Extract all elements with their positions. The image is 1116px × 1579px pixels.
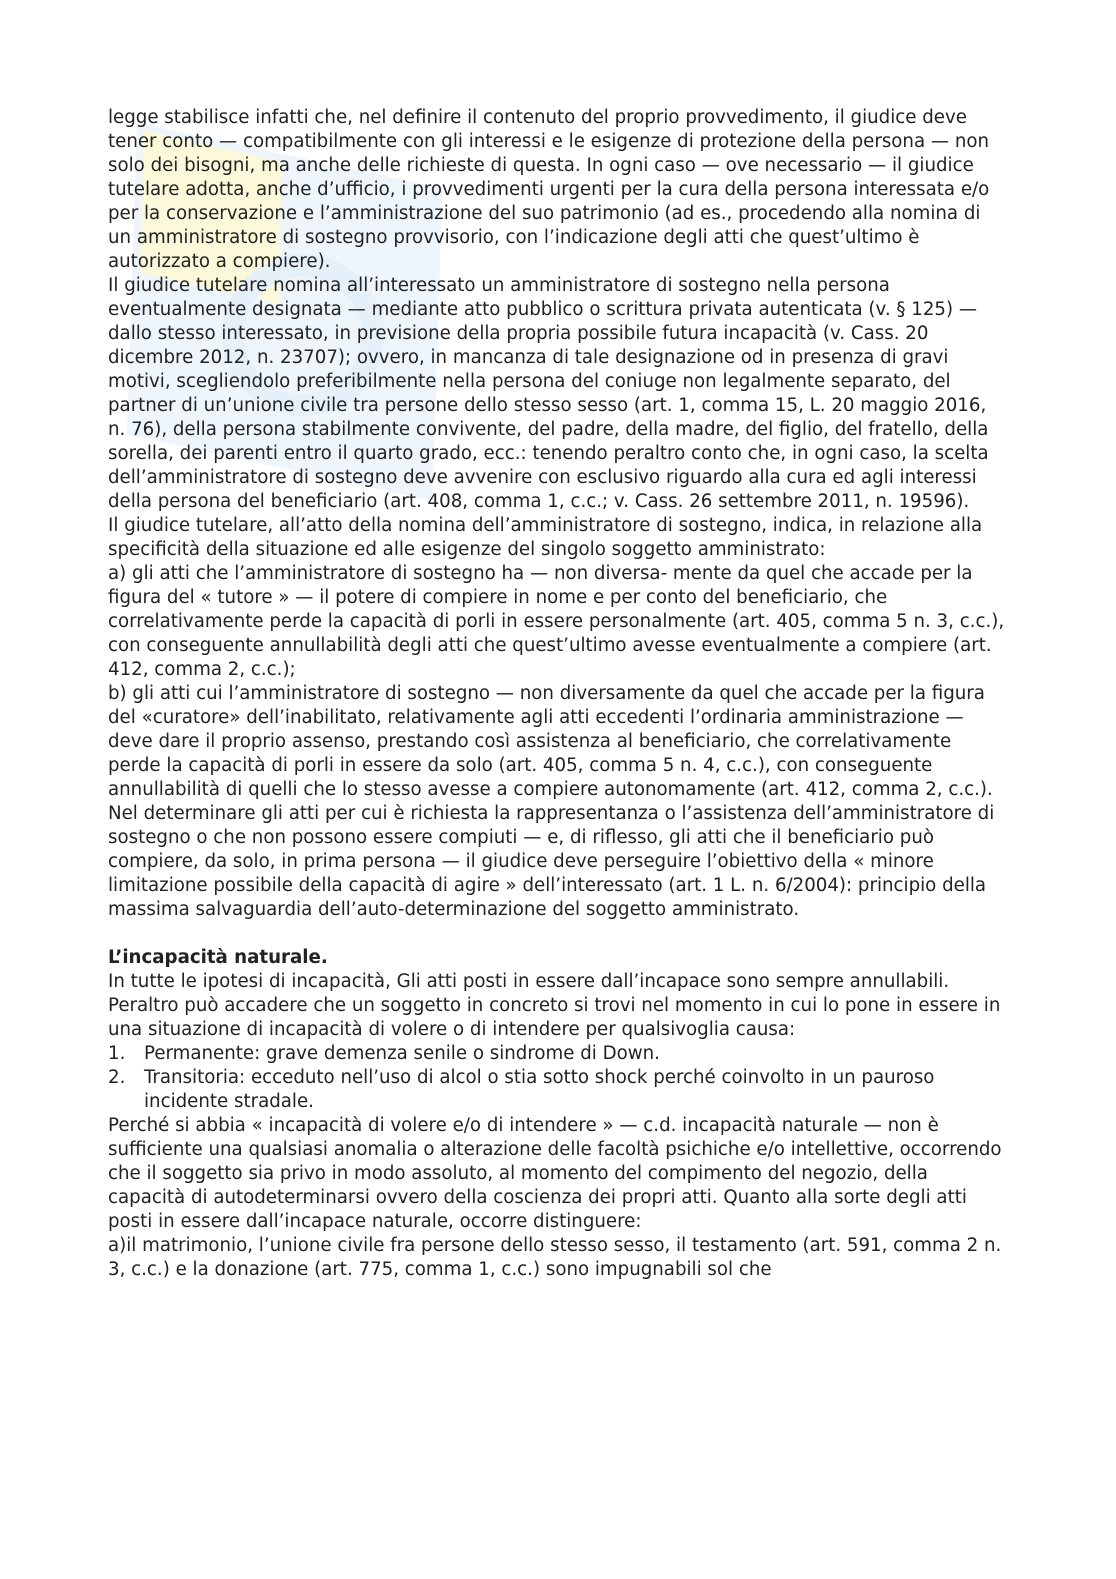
paragraph: a)il matrimonio, l’unione civile fra persone dello stesso sesso, il testamento (art. 591, comma 2 n. 3, c.c.) e la donazione (art. 775, comma 1, c.c.) sono impugnabili sol che (108, 1235, 1002, 1280)
paragraph: In tutte le ipotesi di incapacità, Gli atti posti in essere dall’incapace sono sempre annullabili. Peraltro può accadere che un soggetto in concreto si trovi nel momento in cui lo pone in essere in una situazione di incapacità di volere o di intendere per qualsivoglia causa: (108, 971, 1001, 1040)
paragraph: b) gli atti cui l’amministratore di sostegno — non diversamente da quel che accade per la figura del «curatore» dell’inabilitato, relativamente agli atti eccedenti l’ordinaria amministrazione — deve dare il proprio assenso, prestando così assistenza al beneficiario, che correlativamente perde la capacità di porli in essere da solo (art. 405, comma 5 n. 4, c.c.), con conseguente annullabilità di quelli che lo stesso avesse a compiere autonomamente (art. 412, comma 2, c.c.). (108, 683, 993, 800)
list-item-number: 1. (108, 1043, 126, 1064)
section-heading: L’incapacità naturale. (108, 947, 328, 968)
paragraph: Perché si abbia « incapacità di volere e/o di intendere » — c.d. incapacità naturale — non è sufficiente una qualsiasi anomalia o alterazione delle facoltà psichiche e/o intellettive, occorrendo che il soggetto sia privo in modo assoluto, al momento del compimento del negozio, della capacità di autodeterminarsi ovvero della coscienza dei propri atti. Quanto alla sorte degli atti posti in essere dall’incapace naturale, occorre distinguere: (108, 1115, 1002, 1232)
paragraph: Nel determinare gli atti per cui è richiesta la rappresentanza o l’assistenza dell’amministratore di sostegno o che non possono essere compiuti — e, di riflesso, gli atti che il beneficiario può compiere, da solo, in prima persona — il giudice deve perseguire l’obiettivo della « minore limitazione possibile della capacità di agire » dell’interessato (art. 1 L. n. 6/2004): principio della massima salvaguardia dell’auto-determinazione del soggetto amministrato. (108, 803, 995, 920)
list-item (108, 1042, 1008, 1066)
paragraph: a) gli atti che l’amministratore di sostegno ha — non diversa- mente da quel che accade per la figura del « tutore » — il potere di compiere in nome e per conto del beneficiario, che correlativamente perde la capacità di porli in essere personalmente (art. 405, comma 5 n. 3, c.c.), con conseguente annullabilità degli atti che quest’ultimo avesse eventualmente a compiere (art. 412, comma 2, c.c.); (108, 563, 1005, 680)
paragraph: legge stabilisce infatti che, nel definire il contenuto del proprio provvedimento, il giudice deve tener conto — compatibilmente con gli interessi e le esigenze di protezione della persona — non solo dei bisogni, ma anche delle richieste di questa. In ogni caso — ove necessario — il giudice tutelare adotta, anche d’ufficio, i provvedimenti urgenti per la cura della persona interessata e/o per la conservazione e l’amministrazione del suo patrimonio (ad es., procedendo alla nomina di un amministratore di sostegno provvisorio, con l’indicazione degli atti che quest’ultimo è autorizzato a compiere). (108, 107, 990, 272)
list-item-text: Transitoria: ecceduto nell’uso di alcol o stia sotto shock perché coinvolto in un pauroso incidente stradale. (144, 1067, 935, 1112)
document-page (108, 106, 1008, 1282)
list-item (108, 1066, 1008, 1114)
paragraph: Il giudice tutelare nomina all’interessato un amministratore di sostegno nella persona eventualmente designata — mediante atto pubblico o scrittura privata autenticata (v. § 125) — dallo stesso interessato, in previsione della propria possibile futura incapacità (v. Cass. 20 dicembre 2012, n. 23707); ovvero, in mancanza di tale designazione od in presenza di gravi motivi, scegliendolo preferibilmente nella persona del coniuge non legalmente separato, del partner di un’unione civile tra persone dello stesso sesso (art. 1, comma 15, L. 20 maggio 2016, n. 76), della persona stabilmente convivente, del padre, della madre, del figlio, del fratello, della sorella, dei parenti entro il quarto grado, ecc.: tenendo peraltro conto che, in ogni caso, la scelta dell’amministratore di sostegno deve avvenire con esclusivo riguardo alla cura ed agli interessi della persona del beneficiario (art. 408, comma 1, c.c.; v. Cass. 26 settembre 2011, n. 19596). (108, 275, 989, 512)
list-item-text: Permanente: grave demenza senile o sindrome di Down. (144, 1043, 660, 1064)
numbered-list (108, 1042, 1008, 1114)
list-item-number: 2. (108, 1067, 126, 1088)
paragraph: Il giudice tutelare, all’atto della nomina dell’amministratore di sostegno, indica, in relazione alla specificità della situazione ed alle esigenze del singolo soggetto amministrato: (108, 515, 983, 560)
